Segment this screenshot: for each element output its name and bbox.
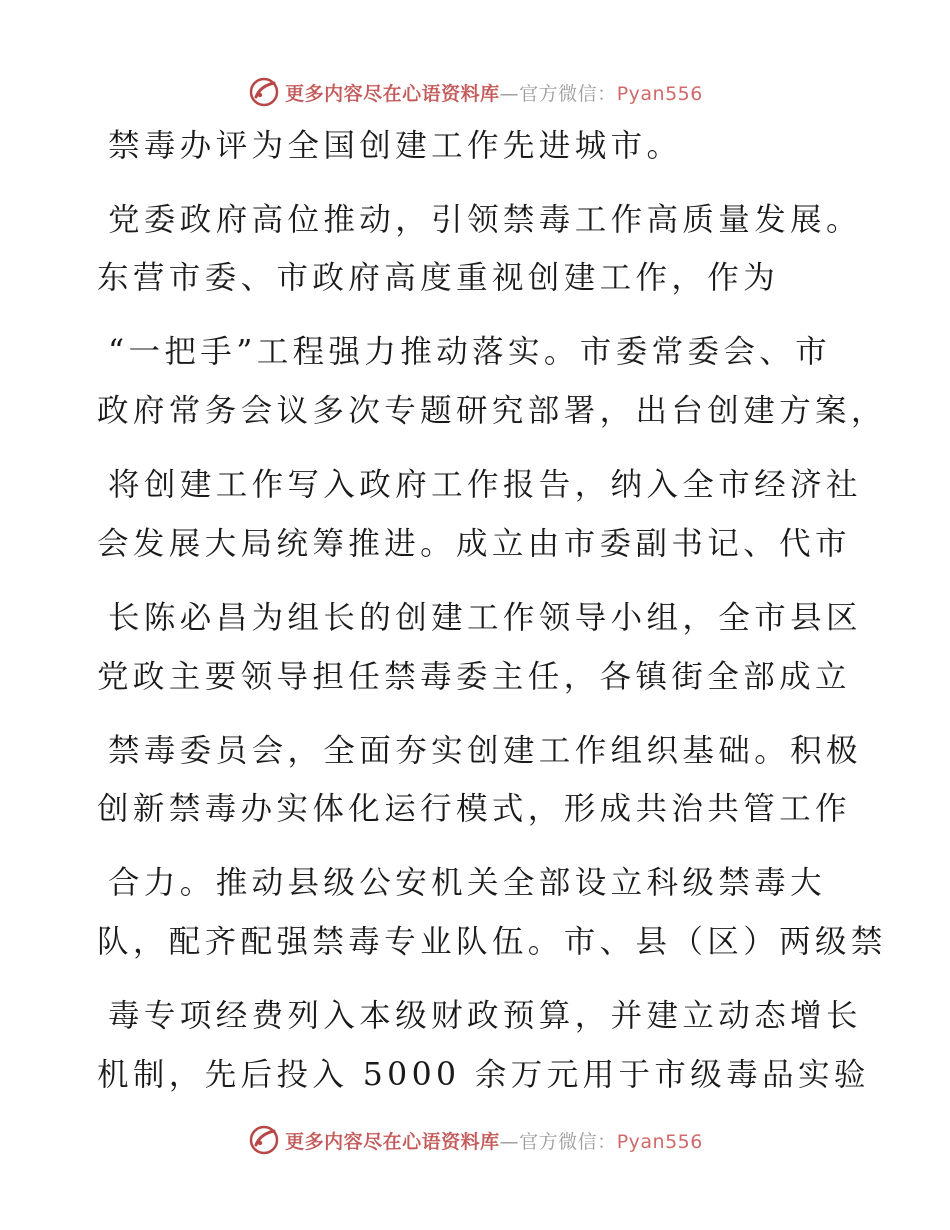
text-line-1: 禁毒办评为全国创建工作先进城市。	[108, 128, 683, 164]
banner-brand: 更多内容尽在心语资料库	[285, 1130, 500, 1153]
text-line-4: “一把手”工程强力推动落实。市委常委会、市	[108, 334, 832, 370]
text-line-7: 会发展大局统筹推进。成立由市委副书记、代市	[97, 526, 851, 562]
text-line-14: 毒专项经费列入本级财政预算，并建立动态增长	[108, 998, 862, 1034]
text-line-5: 政府常务会议多次专题研究部署，出台创建方案，	[97, 393, 887, 429]
header-banner	[0, 72, 950, 112]
banner-brand: 更多内容尽在心语资料库	[285, 82, 500, 105]
banner-text	[285, 79, 703, 106]
banner-separator: —	[499, 1130, 520, 1153]
text-line-12: 合力。推动县级公安机关全部设立科级禁毒大	[108, 865, 827, 901]
text-line-9: 党政主要领导担任禁毒委主任，各镇街全部成立	[97, 659, 851, 695]
banner-text	[285, 1127, 703, 1154]
logo-icon	[247, 75, 281, 109]
banner-label: 官方微信：	[519, 1130, 617, 1153]
banner-wechat-id: Pyan556	[616, 82, 703, 105]
footer-banner	[0, 1120, 950, 1160]
banner-label: 官方微信：	[519, 82, 617, 105]
logo-icon	[247, 1123, 281, 1157]
banner-separator: —	[499, 82, 520, 105]
text-line-6: 将创建工作写入政府工作报告，纳入全市经济社	[108, 467, 862, 503]
text-line-3: 东营市委、市政府高度重视创建工作，作为	[97, 260, 780, 296]
banner-wechat-id: Pyan556	[616, 1130, 703, 1153]
text-line-8: 长陈必昌为组长的创建工作领导小组，全市县区	[108, 600, 862, 636]
text-line-11: 创新禁毒办实体化运行模式，形成共治共管工作	[97, 791, 851, 827]
text-line-15: 机制，先后投入 5000 余万元用于市级毒品实验	[97, 1057, 870, 1093]
text-line-10: 禁毒委员会，全面夯实创建工作组织基础。积极	[108, 733, 862, 769]
text-line-2: 党委政府高位推动，引领禁毒工作高质量发展。	[108, 202, 862, 238]
text-line-13: 队，配齐配强禁毒专业队伍。市、县（区）两级禁	[97, 924, 887, 960]
